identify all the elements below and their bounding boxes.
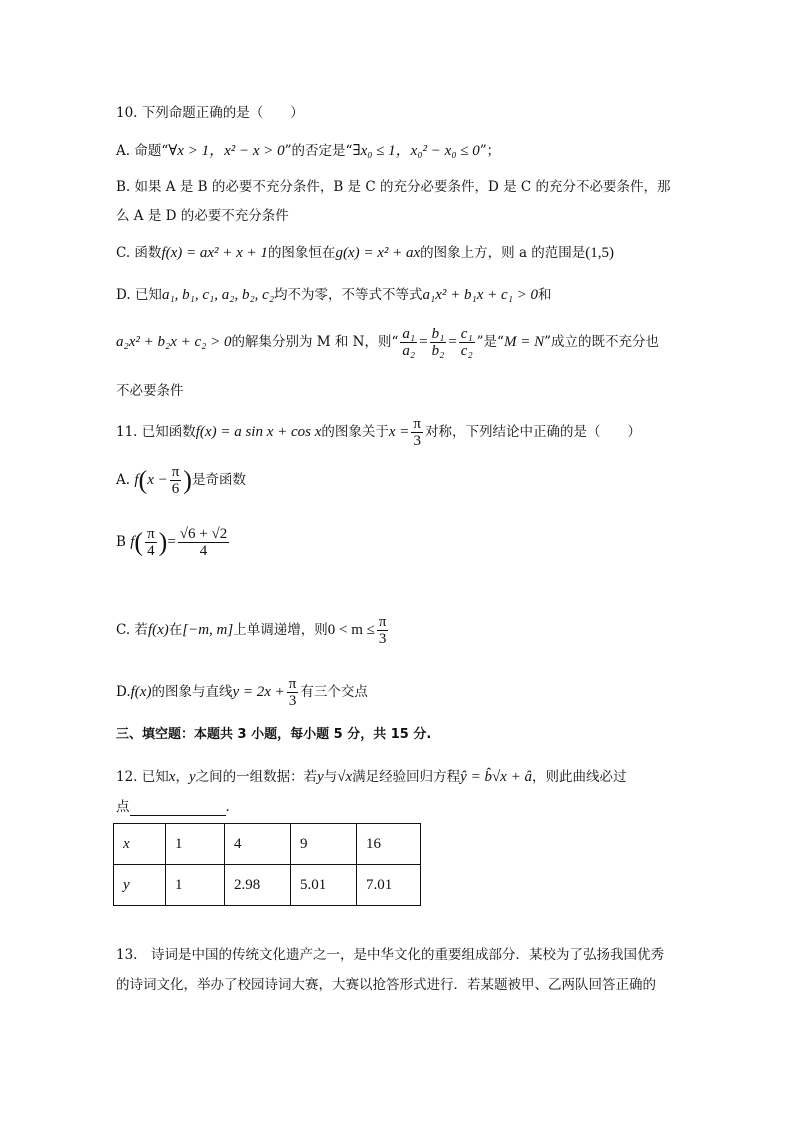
q11-option-a (116, 464, 246, 497)
q11-d-tail: 有三个交点 (300, 684, 368, 700)
q10-d-mid: 均不为零，不等式不等式 (274, 287, 423, 303)
table-row (114, 824, 421, 865)
q10-c-f: f(x) = ax² + x + 1 (161, 245, 268, 261)
q10-d-frac-a (400, 326, 417, 359)
pi-num-d: π (288, 676, 297, 692)
q10-d-ineq2: a₂x² + b₂x + c₂ > 0 (116, 334, 232, 350)
q11-b-frac-arg (145, 526, 157, 559)
q10-d-mn: M = N (503, 334, 545, 350)
q11-c-fx: f(x) (147, 622, 169, 638)
rad-den: 4 (199, 543, 208, 559)
q11-axis-lhs: x = (388, 424, 410, 440)
q12-tail: ，则此曲线必过 (531, 769, 627, 785)
q12-comma: ， (175, 769, 189, 785)
q12-mid2: 满足经验回归方程 (352, 769, 461, 785)
q13-line1: 13. 诗词是中国的传统文化遗产之一，是中华文化的重要组成部分．某校为了弘扬我国优秀 (116, 947, 664, 963)
q11-a-xminus: x − (147, 472, 168, 488)
q11-a-tail: 是奇函数 (191, 472, 246, 488)
q11-mid: 的图象关于 (321, 424, 389, 440)
q10-option-b-line2: 么 A 是 D 的必要不充分条件 (116, 208, 289, 224)
q12-period: . (225, 799, 230, 815)
table-cell: 7.01 (357, 865, 421, 906)
q11-func: f(x) = a sin x + cos x (195, 424, 322, 440)
table-cell: 1 (166, 865, 225, 906)
table-cell: 2.98 (225, 865, 291, 906)
q11-c-prefix: C. 若 (116, 622, 148, 638)
q10-d-coeffs: a₁, b₁, c₁, a₂, b₂, c₂ (161, 287, 275, 303)
q10-option-b-line1: B. 如果 A 是 B 的必要不充分条件，B 是 C 的充分必要条件，D 是 C 的充分不必要条件，那 (116, 179, 671, 195)
q10-option-c (116, 244, 614, 262)
q13-line2: 的诗词文化，举办了校园诗词大赛，大赛以抢答形式进行．若某题被甲、乙两队回答正确的 (116, 977, 656, 993)
q11-d-frac (287, 676, 299, 709)
q10-a-prop1: ∀x > 1，x² − x > 0 (168, 143, 285, 159)
q12-mid: 之间的一组数据：若 (195, 769, 318, 785)
q10-a-prop2: ∃x₀ ≤ 1，x₀² − x₀ ≤ 0 (352, 143, 480, 159)
q11-prefix: 11. 已知函数 (116, 424, 196, 440)
q12-yu: 与 (323, 769, 338, 785)
q10-option-d-line1 (116, 286, 552, 304)
table-cell: 9 (291, 824, 357, 865)
pi-num-b: π (147, 526, 155, 542)
four-den: 4 (147, 543, 155, 559)
q10-d-ineq1: a₁x² + b₁x + c₁ > 0 (422, 287, 539, 303)
answer-blank[interactable] (130, 801, 226, 816)
q10-a-suffix: ”； (479, 143, 501, 159)
q11-axis-frac (411, 416, 423, 449)
table-cell: 4 (225, 824, 291, 865)
frac-c-num: c₁ (460, 326, 473, 342)
q10-stem: 10. 下列命题正确的是（ ） (116, 105, 304, 121)
q10-d-frac-c (459, 326, 475, 359)
q11-c-interval: [−m, m] (182, 622, 234, 638)
right-paren-b: ) (158, 527, 168, 557)
table-cell: y (114, 865, 166, 906)
q10-d-frac-b (430, 326, 447, 359)
q10-d-and: 和 (538, 287, 552, 303)
q11-c-mid: 上单调递增，则 (233, 622, 328, 638)
q11-option-d (116, 676, 368, 709)
q10-a-mid: ”的否定是“ (284, 143, 353, 159)
q11-d-fx: f(x) (130, 684, 152, 700)
frac-c-den: c₂ (460, 343, 473, 359)
three-den-c: 3 (378, 631, 387, 647)
left-paren: ( (138, 465, 148, 495)
q12-stem (116, 768, 626, 786)
q11-tail: 对称，下列结论中正确的是（ ） (425, 424, 641, 440)
q10-d-mid3: ”是“ (476, 334, 504, 350)
eq-sign-2: = (448, 334, 457, 350)
left-paren-b: ( (134, 527, 144, 557)
section-heading: 三、填空题：本题共 3 小题，每小题 5 分，共 15 分. (116, 727, 432, 742)
three-den: 3 (413, 433, 421, 449)
data-table (113, 823, 421, 906)
q11-a-f: f (134, 472, 139, 488)
q11-option-b (116, 526, 231, 559)
q10-c-mid: 的图象恒在 (267, 245, 336, 261)
frac-b-num: b₁ (431, 326, 445, 342)
q12-y2: y (317, 769, 324, 785)
pi-num-c: π (378, 614, 387, 630)
q11-a-frac (170, 464, 182, 497)
q11-d-prefix: D. (116, 684, 131, 700)
q11-a-label: A. (116, 472, 131, 488)
q10-c-g: g(x) = x² + ax (335, 245, 421, 261)
q10-c-mid2: 的图象上方，则 a 的范围是 (420, 245, 586, 261)
q11-c-in: 在 (168, 622, 183, 638)
q11-d-mid: 的图象与直线 (151, 684, 233, 700)
q12-regression-eq: ŷ = b̂√x + â (460, 769, 532, 785)
q12-point-label: 点 (116, 799, 130, 815)
pi-num: π (413, 416, 421, 432)
q10-c-range: (1,5) (585, 245, 615, 261)
q12-line2 (116, 798, 230, 816)
right-paren: ) (183, 465, 192, 495)
table-cell: x (114, 824, 166, 865)
q11-b-frac-value (178, 526, 229, 559)
six-den: 6 (171, 481, 180, 497)
q11-b-f: f (130, 534, 135, 550)
eq-sign-b: = (167, 534, 176, 550)
q10-option-a (116, 142, 500, 160)
q11-b-label: B (116, 534, 126, 550)
q12-y: y (188, 769, 196, 785)
q10-c-prefix: C. 函数 (116, 245, 162, 261)
frac-a-num: a₁ (402, 326, 416, 342)
q10-d-prefix: D. 已知 (116, 287, 162, 303)
frac-b-den: b₂ (431, 343, 445, 359)
q10-option-d-line2 (116, 326, 659, 359)
table-cell: 16 (357, 824, 421, 865)
frac-a-den: a₂ (402, 343, 416, 359)
q11-option-c (116, 614, 390, 647)
pi-num-a: π (171, 464, 180, 480)
q11-stem (116, 416, 641, 449)
table-row (114, 865, 421, 906)
q10-option-d-line3: 不必要条件 (116, 383, 184, 399)
q11-c-ineq: 0 < m ≤ (327, 622, 375, 638)
q12-prefix: 12. 已知 (116, 769, 169, 785)
q12-x: x (168, 769, 176, 785)
q10-a-prefix: A. 命题“ (116, 143, 169, 159)
table-cell: 1 (166, 824, 225, 865)
q11-d-line: y = 2x + (232, 684, 285, 700)
q10-d-mid2: 的解集分别为 M 和 N，则“ (231, 334, 399, 350)
q11-c-frac (377, 614, 389, 647)
rad-num: √6 + √2 (179, 526, 228, 542)
three-den-d: 3 (288, 693, 297, 709)
q12-sqrtx: √x (337, 769, 353, 785)
q10-d-tail: ”成立的既不充分也 (544, 334, 659, 350)
eq-sign-1: = (419, 334, 428, 350)
table-cell: 5.01 (291, 865, 357, 906)
